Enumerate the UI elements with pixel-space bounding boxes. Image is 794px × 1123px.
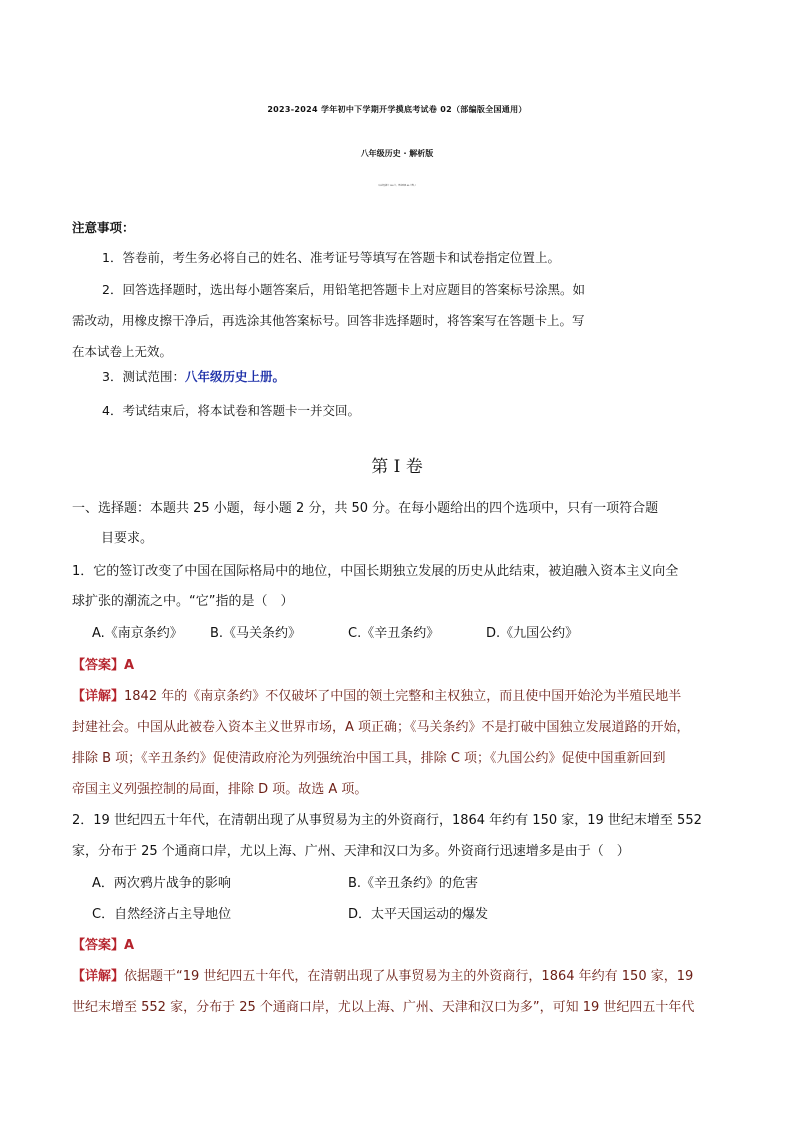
notice-heading: 注意事项： (72, 220, 135, 235)
notice-item-4: 4．考试结束后，将本试卷和答题卡一并交回。 (102, 403, 360, 418)
score-info: （本试卷满分 100 分，考试时间 60 分钟。） (377, 185, 417, 187)
section-intro-line-1: 一、选择题：本题共 25 小题，每小题 2 分，共 50 分。在每小题给出的四个选项中，只有一项符合题 (72, 501, 659, 516)
q2-detail-tag: 【详解】 (72, 969, 125, 984)
notice-item-2-line-2: 需改动，用橡皮擦干净后，再选涂其他答案标号。回答非选择题时，将答案写在答题卡上。写 (72, 313, 585, 328)
test-range: 八年级历史上册。 (184, 369, 285, 384)
q2-answer: 【答案】A (72, 938, 135, 953)
notice-item-1: 1．答卷前，考生务必将自己的姓名、准考证号等填写在答题卡和试卷指定位置上。 (102, 250, 560, 265)
notice-item-2-line-1: 2．回答选择题时，选出每小题答案后，用铅笔把答题卡上对应题目的答案标号涂黑。如 (102, 282, 585, 297)
exam-subtitle: 八年级历史 · 解析版 (360, 149, 434, 158)
q1-detail-line-2: 封建社会。中国从此被卷入资本主义世界市场，A 项正确；《马关条约》不是打破中国独立发展道路的开始， (72, 720, 690, 735)
q2-option-d: D．太平天国运动的爆发 (348, 907, 489, 922)
notice-item-3-prefix: 3．测试范围： (102, 369, 185, 384)
q1-answer: 【答案】A (72, 658, 135, 673)
notice-item-2-line-3: 在本试卷上无效。 (72, 344, 173, 359)
q1-detail-line-1 (72, 685, 681, 704)
q1-detail-line-4: 帝国主义列强控制的局面，排除 D 项。故选 A 项。 (72, 782, 368, 797)
q2-option-b: B.《辛丑条约》的危害 (348, 876, 479, 891)
section-intro-line-2: 目要求。 (101, 531, 154, 546)
q1-detail-text-1: 1842 年的《南京条约》不仅破坏了中国的领土完整和主权独立，而且使中国开始沦为半殖民地半 (124, 689, 682, 704)
q1-stem-line-2: 球扩张的潮流之中。“它”指的是（ ） (72, 594, 294, 609)
notice-item-3 (102, 367, 285, 385)
q2-stem-line-2: 家，分布于 25 个通商口岸，尤以上海、广州、天津和汉口为多。外资商行迅速增多是由于（ ） (72, 844, 630, 859)
q1-detail-tag: 【详解】 (72, 689, 125, 704)
q1-option-a: A.《南京条约》 (92, 626, 183, 641)
q1-option-d: D.《九国公约》 (486, 626, 579, 641)
volume-title: 第 I 卷 (371, 457, 423, 477)
q1-option-c: C.《辛丑条约》 (348, 626, 440, 641)
exam-title: 2023-2024 学年初中下学期开学摸底考试卷 02（部编版全国通用） (267, 105, 527, 114)
q2-stem-line-1: 2．19 世纪四五十年代，在清朝出现了从事贸易为主的外资商行，1864 年约有 150 家，19 世纪末增至 552 (72, 813, 702, 828)
q1-option-b: B.《马关条约》 (210, 626, 302, 641)
q1-stem-line-1: 1．它的签订改变了中国在国际格局中的地位，中国长期独立发展的历史从此结束，被迫融入资本主义向全 (72, 564, 679, 579)
q2-detail-text-1: 依据题干“19 世纪四五十年代，在清朝出现了从事贸易为主的外资商行，1864 年约有 150 家，19 (124, 969, 694, 984)
q2-detail-line-2: 世纪末增至 552 家，分布于 25 个通商口岸，尤以上海、广州、天津和汉口为多”，可知 19 世纪四五十年代 (72, 1000, 695, 1015)
q2-option-c: C．自然经济占主导地位 (92, 907, 232, 922)
q2-option-a: A．两次鸦片战争的影响 (92, 876, 231, 891)
q2-detail-line-1 (72, 965, 693, 984)
q1-detail-line-3: 排除 B 项；《辛丑条约》促使清政府沦为列强统治中国工具，排除 C 项；《九国公约》促使中国重新回到 (72, 751, 666, 766)
